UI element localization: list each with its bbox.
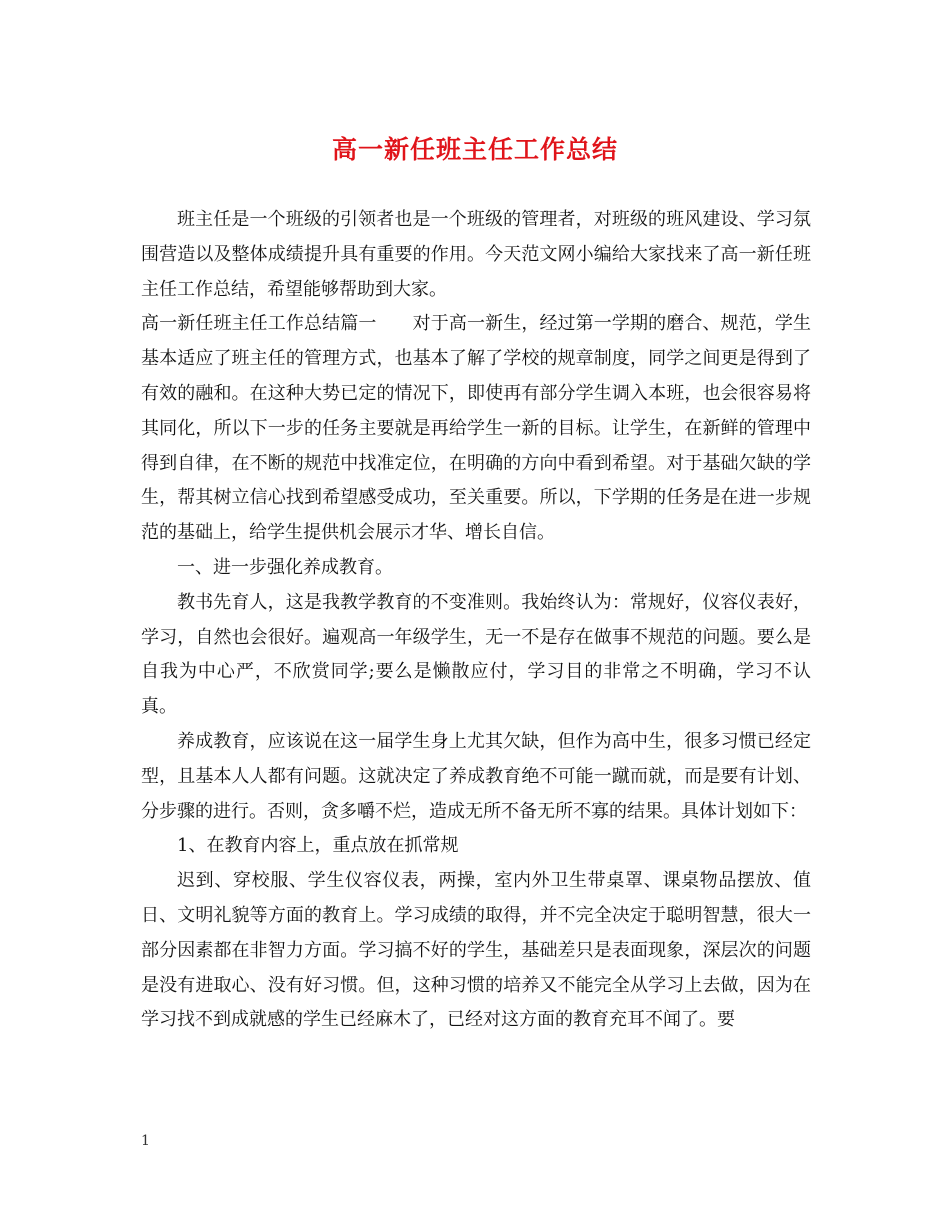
heading-education-content: 1、在教育内容上，重点放在抓常规 <box>177 835 459 857</box>
document-body <box>141 203 811 1038</box>
paragraph-teaching-principle: 教书先育人，这是我教学教育的不变准则。我始终认为：常规好，仪容仪表好，学习，自然也会很好。遍观高一年级学生，无一不是存在做事不规范的问题。要么是自我为中心严，不欣赏同学;要么是懒散应付，学习目的非常之不明确，学习不认真。 <box>141 591 811 718</box>
page-number: 1 <box>141 1133 150 1149</box>
paragraph-intro: 班主任是一个班级的引领者也是一个班级的管理者，对班级的班风建设、学习氛围营造以及整体成绩提升具有重要的作用。今天范文网小编给大家找来了高一新任班主任工作总结，希望能够帮助到大家。 <box>141 209 811 300</box>
paragraph-habit-education: 养成教育，应该说在这一届学生身上尤其欠缺，但作为高中生，很多习惯已经定型，且基本人人都有问题。这就决定了养成教育绝不可能一蹴而就，而是要有计划、分步骤的进行。否则，贪多嚼不烂，造成无所不备无所不寡的结果。具体计划如下： <box>141 730 811 822</box>
paragraph-section-one: 高一新任班主任工作总结篇一 对于高一新生，经过第一学期的磨合、规范，学生基本适应了班主任的管理方式，也基本了解了学校的规章制度，同学之间更是得到了有效的融和。在这种大势已定的情况下，即使再有部分学生调入本班，也会很容易将其同化，所以下一步的任务主要就是再给学生一新的目标。让学生，在新鲜的管理中得到自律，在不断的规范中找准定位，在明确的方向中看到希望。对于基础欠缺的学生，帮其树立信心找到希望感受成功，至关重要。所以，下学期的任务是在进一步规范的基础上，给学生提供机会展示才华、增长自信。 <box>141 313 811 544</box>
heading-strengthen-habits: 一、进一步强化养成教育。 <box>177 556 393 578</box>
page-title: 高一新任班主任工作总结 <box>331 135 618 164</box>
paragraph-routine-details: 迟到、穿校服、学生仪容仪表，两操，室内外卫生带桌罩、课桌物品摆放、值日、文明礼貌等方面的教育上。学习成绩的取得，并不完全决定于聪明智慧，很大一部分因素都在非智力方面。学习搞不好的学生，基础差只是表面现象，深层次的问题是没有进取心、没有好习惯。但，这种习惯的培养又不能完全从学习上去做，因为在学习找不到成就感的学生已经麻木了，已经对这方面的教育充耳不闻了。要 <box>141 870 811 1031</box>
